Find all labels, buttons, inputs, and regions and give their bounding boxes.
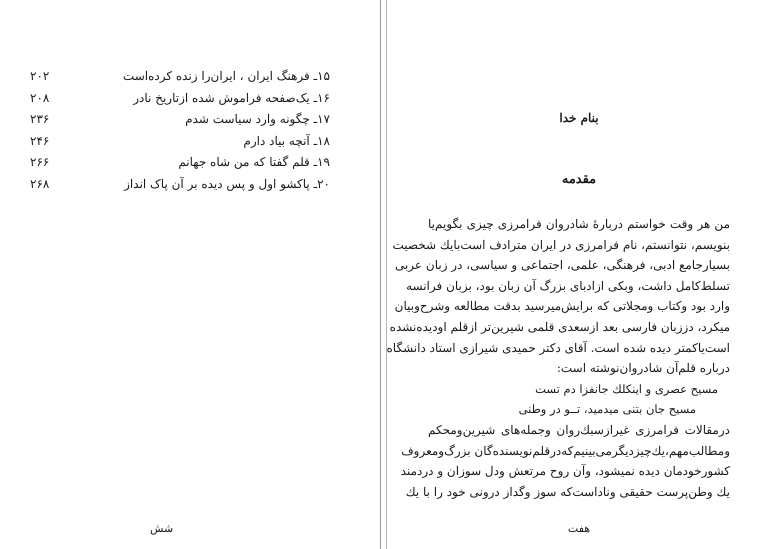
toc-page-number: ۲۶۶: [30, 155, 50, 169]
toc-entry-title: ۱۵ـ فرهنگ ایران ، ایران‌را زنده کرده‌است: [122, 69, 330, 83]
toc-page-number: ۲۶۸: [30, 176, 50, 191]
text-line: وارد بود وکتاب ومجلاتی که برایش‌میرسید بدقت مطالعه وشرح‌و‌بیان: [394, 299, 730, 314]
left-page: [0, 0, 378, 549]
body-text: [386, 214, 730, 502]
verse-line: مسیح جان بتنی میدمید، تــو در وطنی: [518, 402, 696, 417]
invocation-heading: بنام خدا: [559, 111, 599, 125]
page-folio: شش: [150, 522, 174, 535]
text-line: است‌یاکمتر دیده شده است. آقای دکتر حمیدی شیرازی استاد دانشگاه: [386, 340, 730, 355]
text-line: تسلط‌کامل داشت، وبکی ازادبای بزرگ آن زبان بود، بزبان فرانسه: [406, 278, 730, 293]
page-folio: هفت: [567, 522, 591, 535]
text-line: یك وطن‌پرست حقیقی وناداست‌که سوز وگداز درونی خود را با یك: [405, 484, 730, 499]
toc-entry-title: ۱۶ـ یک‌صفحه فراموش شده ازتاریخ نادر: [133, 90, 330, 105]
toc-entry-title: ۱۹ـ قلم گفتا که من شاه جهانم: [178, 155, 330, 169]
text-line: درباره قلم‌آن شادروان‌نوشته است:: [556, 361, 730, 376]
toc-row: [30, 66, 330, 88]
toc-page-number: ۲۴۶: [30, 133, 50, 148]
toc-row: [30, 109, 330, 131]
text-line: میکرد، دززبان فارسی بعد ازسعدی قلمی شیرین‌تر ازقلم اودیده‌نشده: [389, 319, 730, 334]
verse-line: مسیح عصری و اینکلك جانفزا دم تست: [535, 381, 718, 396]
toc-row: [30, 131, 330, 153]
toc-row: [30, 152, 330, 174]
gutter-line: [386, 0, 387, 549]
section-title: مقدمه: [561, 172, 597, 187]
toc-page-number: ۲۰۲: [30, 69, 50, 83]
text-line: بسیارجامع ادبی، فرهنگی، علمی، اجتماعی و سیاسی، در زبان عربی: [394, 258, 730, 273]
text-line: من هر وقت خواستم دربارهٔ شادروان فرامرزی چیزی بگویم‌یا: [428, 217, 730, 231]
toc-page-number: ۲۳۶: [30, 112, 50, 126]
toc-entry-title: ۲۰ـ پاکشو اول و پس دیده بر آن پاک انداز: [124, 176, 330, 191]
toc-row: [30, 174, 330, 196]
toc-page-number: ۲۰۸: [30, 90, 50, 105]
toc-entry-title: ۱۸ـ آنچه بیاد دارم: [243, 133, 330, 148]
toc-row: [30, 88, 330, 110]
text-line: بنویسم، نتوانستم، نام فرامرزی در ایران مترادف است‌بایك شخصیت: [392, 237, 730, 252]
text-line: درمقالات فرامرزی غیرازسبك‌روان وجمله‌های شیرین‌ومحکم: [428, 422, 730, 437]
book-gutter: [378, 0, 390, 549]
text-line: کشورخودمان دیده نمیشود، وآن روح مرتعش ودل سوزان و دردمند: [400, 464, 730, 479]
toc-entry-title: ۱۷ـ چگونه وارد سیاست شدم: [185, 112, 330, 126]
gutter-line: [380, 0, 381, 549]
table-of-contents: [30, 66, 330, 195]
text-line: ومطالب‌مهم،یك‌چیزدیگرمی‌بینیم‌که‌درقلم‌نویسنده‌گان بزرگ‌ومعروف: [401, 443, 730, 458]
